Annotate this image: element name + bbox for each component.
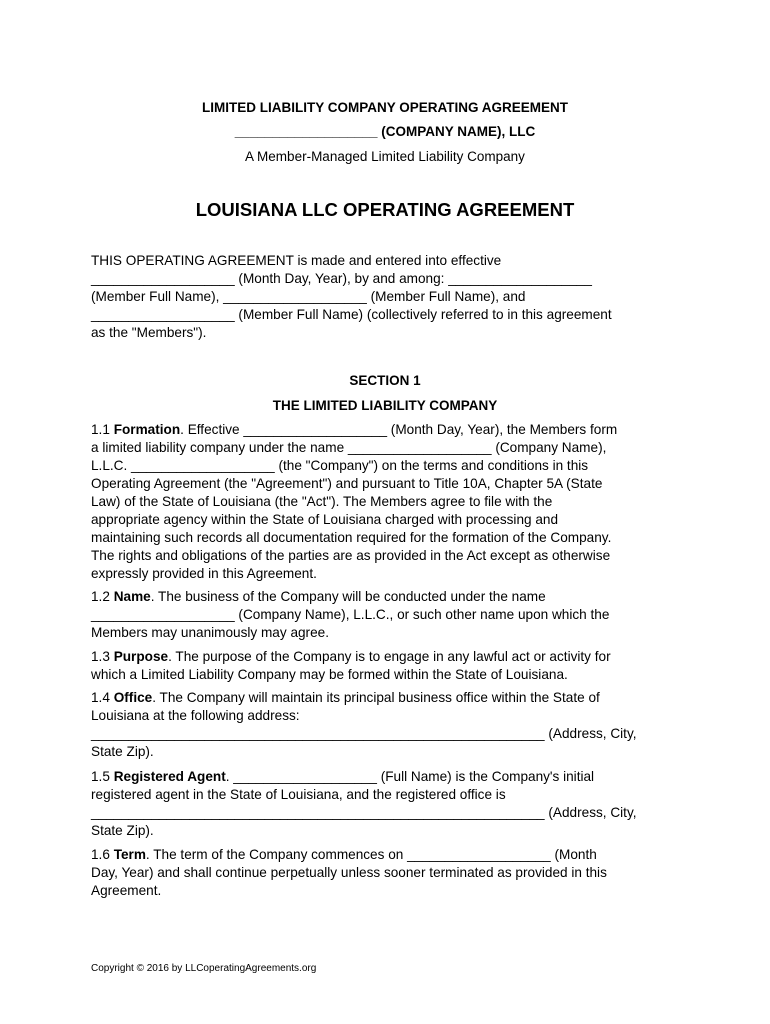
clause-line: ____________________________________________________________ (Address, City, xyxy=(91,805,637,820)
clause-line: ___________________ (Company Name), L.L.C., or such other name upon which the xyxy=(91,607,610,622)
clause-heading: Registered Agent xyxy=(113,769,226,784)
clause-line: appropriate agency within the State of Louisiana charged with processing and xyxy=(91,512,559,527)
clause-heading: Term xyxy=(113,847,146,862)
clause-formation xyxy=(91,421,681,583)
clause-text: . The term of the Company commences on ___________________ (Month xyxy=(145,847,597,862)
clause-line: which a Limited Liability Company may be formed within the State of Louisiana. xyxy=(91,667,568,682)
clause-office xyxy=(91,689,681,761)
clause-line: expressly provided in this Agreement. xyxy=(91,566,317,581)
clause-number: 1.4 xyxy=(91,690,114,705)
clause-line: Agreement. xyxy=(91,883,162,898)
clause-number: 1.2 xyxy=(91,589,114,604)
clause-line: State Zip). xyxy=(91,744,154,759)
clause-number: 1.1 xyxy=(91,422,114,437)
clause-text: . The Company will maintain its principal business office within the State of xyxy=(152,690,600,705)
clause-number: 1.3 xyxy=(91,649,114,664)
clause-line: Members may unanimously may agree. xyxy=(91,625,329,640)
header-company-name: ___________________ (COMPANY NAME), LLC xyxy=(234,124,536,139)
clause-heading: Formation xyxy=(113,422,181,437)
clause-text: . Effective ___________________ (Month Day, Year), the Members form xyxy=(180,422,618,437)
copyright-footer: Copyright © 2016 by LLCoperatingAgreements.org xyxy=(91,963,317,974)
clause-number: 1.6 xyxy=(91,847,114,862)
clause-line: L.L.C. ___________________ (the "Company") on the terms and conditions in this xyxy=(91,458,589,473)
clause-number: 1.5 xyxy=(91,769,114,784)
section-title: THE LIMITED LIABILITY COMPANY xyxy=(272,398,498,413)
header-agreement-type: LIMITED LIABILITY COMPANY OPERATING AGREEMENT xyxy=(201,100,568,115)
intro-line: ___________________ (Member Full Name) (collectively referred to in this agreement xyxy=(91,307,612,322)
clause-line: Law) of the State of Louisiana (the "Act"). The Members agree to file with the xyxy=(91,494,553,509)
intro-line: (Member Full Name), ___________________ (Member Full Name), and xyxy=(91,289,526,304)
clause-heading: Name xyxy=(113,589,151,604)
clause-line: registered agent in the State of Louisiana, and the registered office is xyxy=(91,787,506,802)
intro-line: as the "Members"). xyxy=(91,325,207,340)
clause-text: . The purpose of the Company is to engage in any lawful act or activity for xyxy=(168,649,611,664)
intro-line: ___________________ (Month Day, Year), by and among: ___________________ xyxy=(91,271,592,286)
clause-purpose xyxy=(91,648,681,684)
intro-line: THIS OPERATING AGREEMENT is made and entered into effective xyxy=(91,253,502,268)
clause-line: Day, Year) and shall continue perpetually unless sooner terminated as provided in this xyxy=(91,865,607,880)
clause-heading: Purpose xyxy=(113,649,169,664)
clause-heading: Office xyxy=(113,690,153,705)
clause-line: The rights and obligations of the parties are as provided in the Act except as otherwise xyxy=(91,548,611,563)
header-company-type: A Member-Managed Limited Liability Company xyxy=(245,149,525,164)
clause-text: . The business of the Company will be conducted under the name xyxy=(150,589,546,604)
section-number: SECTION 1 xyxy=(349,373,421,388)
clause-line: State Zip). xyxy=(91,823,154,838)
clause-line: a limited liability company under the name ___________________ (Company Name), xyxy=(91,440,607,455)
intro-paragraph xyxy=(91,252,681,342)
clause-line: Louisiana at the following address: xyxy=(91,708,300,723)
clause-text: . ___________________ (Full Name) is the Company's initial xyxy=(225,769,595,784)
clause-line: maintaining such records all documentation required for the formation of the Company. xyxy=(91,530,612,545)
clause-line: Operating Agreement (the "Agreement") and pursuant to Title 10A, Chapter 5A (State xyxy=(91,476,603,491)
clause-name xyxy=(91,588,681,642)
clause-term xyxy=(91,846,681,900)
clause-line: ____________________________________________________________ (Address, City, xyxy=(91,726,637,741)
clause-registered-agent xyxy=(91,768,681,840)
document-title: LOUISIANA LLC OPERATING AGREEMENT xyxy=(195,199,575,220)
